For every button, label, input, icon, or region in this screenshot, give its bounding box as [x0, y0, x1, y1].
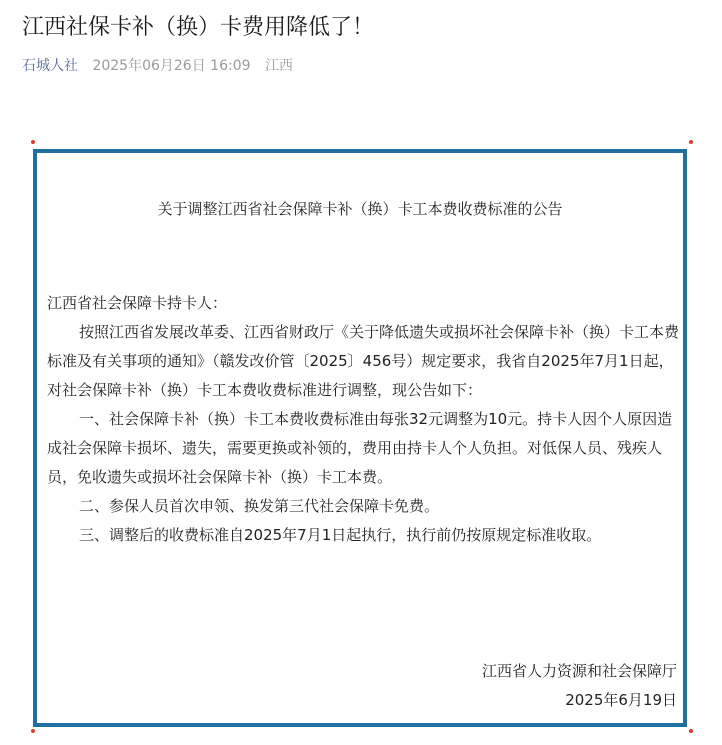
notice-date: 2025年6月19日 — [565, 691, 677, 709]
notice-paragraph: 三、调整后的收费标准自2025年7月1日起执行，执行前仍按原规定标准收取。 — [79, 526, 602, 544]
notice-paragraph: 二、参保人员首次申领、换发第三代社会保障卡免费。 — [79, 497, 440, 515]
notice-issuer: 江西省人力资源和社会保障厅 — [481, 662, 677, 680]
publish-datetime: 2025年06月26日 16:09 — [92, 58, 251, 74]
notice-salutation: 江西省社会保障卡持卡人： — [47, 294, 228, 312]
notice-image — [33, 149, 687, 727]
notice-paragraph: 一、社会保障卡补（换）卡工本费收费标准由每张32元调整为10元。持卡人因个人原因造成社会保障卡损坏、遗失，需要更换或补领的，费用由持卡人个人负担。对低保人员、残疾人员，免收遗失或损坏社会保障卡补（换）卡工本费。 — [47, 410, 673, 486]
notice-body — [47, 289, 683, 550]
corner-dot-top-right — [689, 140, 693, 144]
publish-location: 江西 — [264, 58, 293, 74]
corner-dot-bottom-right — [689, 729, 693, 733]
notice-title: 关于调整江西省社会保障卡补（换）卡工本费收费标准的公告 — [157, 200, 563, 218]
notice-paragraph: 按照江西省发展改革委、江西省财政厅《关于降低遗失或损坏社会保障卡补（换）卡工本费标准及有关事项的通知》（赣发改价管〔2025〕456号）规定要求，我省自2025年7月1日起，对社会保障卡补（换）卡工本费收费标准进行调整，现公告如下： — [47, 323, 680, 399]
corner-dot-bottom-left — [31, 729, 35, 733]
corner-dot-top-left — [31, 140, 35, 144]
article-meta — [22, 56, 293, 76]
account-name-link[interactable]: 石城人社 — [22, 58, 78, 74]
article-title: 江西社保卡补（换）卡费用降低了！ — [22, 15, 375, 40]
notice-signature — [482, 657, 677, 715]
